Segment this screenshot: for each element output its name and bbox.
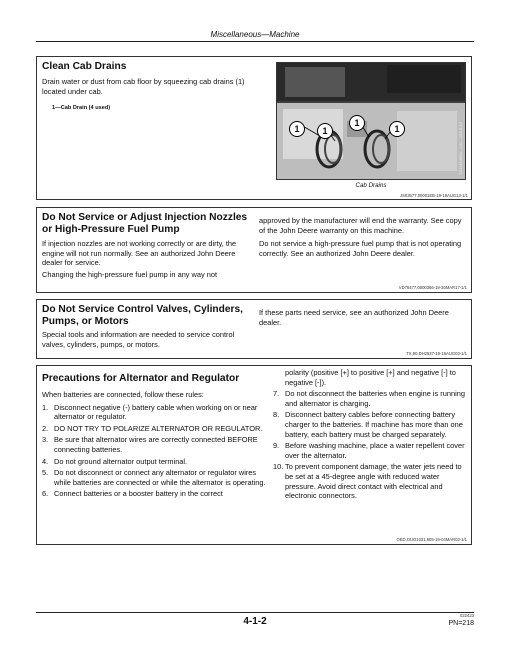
list-item: [42, 468, 268, 487]
item-text: Before washing machine, place a water repellent cover over the alternator.: [285, 441, 465, 460]
section-footer-code: TX,90,DH2537-19-15AUG03-1/1: [406, 351, 467, 356]
list-item: [42, 457, 268, 467]
section-footer-code: VD76477,0000366-19-30MAR17-1/1: [398, 285, 467, 290]
item-text: Do not disconnect or connect any alternator or regulator wires while batteries are connected or while the alternator is operating.: [54, 468, 266, 487]
callout-1-b: 1: [317, 123, 333, 139]
item-number: 7.: [273, 389, 280, 399]
alternator-left-column: [42, 390, 268, 501]
photo-code: TX1149495A—UN—13JUL13: [458, 122, 463, 175]
clean-cab-footer-code: JS03577,00001EB-19-19AUG13-1/1: [400, 193, 468, 198]
section-title: Do Not Service Control Valves, Cylinders, Pumps, or Motors: [42, 304, 243, 327]
section-body-right: If these parts need service, see an authorized John Deere dealer.: [259, 308, 449, 327]
section-body-left-1: If injection nozzles are not working correctly or are dirty, the engine will not run normally. See an authorized John Deere dealer for service.: [42, 239, 237, 268]
section-body-left-2: Changing the high-pressure fuel pump in any way not: [42, 270, 218, 279]
item-text: DO NOT TRY TO POLARIZE ALTERNATOR OR REGULATOR.: [54, 423, 263, 433]
cab-drains-photo: [276, 62, 466, 180]
item-number: 8.: [273, 410, 280, 420]
item-number: 4.: [42, 456, 49, 466]
alternator-list-right: [273, 389, 469, 501]
section-body-right-1: approved by the manufacturer will end the warranty. See copy of the John Deere warranty on this machine.: [259, 216, 462, 235]
alternator-right-continuation: polarity (positive [+] to positive [+] and negative [-] to negative [-]).: [285, 368, 456, 387]
item-number: 10.: [273, 462, 284, 472]
item-text: Be sure that alternator wires are correctly connected BEFORE connecting batteries.: [54, 435, 258, 454]
item-number: 2.: [42, 423, 49, 433]
item-number: 1.: [42, 402, 49, 412]
cab-drains-illustration: [277, 63, 466, 180]
item-text: To prevent component damage, the water jets need to be set at a 45-degree angle with reduced water pressure. Avoid direct contact with electrical and electronic connectors.: [285, 462, 462, 501]
list-item: [42, 435, 268, 454]
list-item: [273, 441, 469, 460]
callout-1-a: 1: [289, 121, 305, 137]
item-number: 5.: [42, 468, 49, 478]
section-title: Clean Cab Drains: [42, 61, 127, 72]
item-number: 6.: [42, 489, 49, 499]
item-text: Do not ground alternator output terminal.: [54, 456, 188, 466]
section-body: Drain water or dust from cab floor by squeezing cab drains (1) located under cab.: [42, 77, 245, 96]
alternator-list-left: [42, 403, 268, 499]
list-item: [42, 424, 268, 434]
footer-divider: [36, 612, 474, 613]
pn-number: PN=218: [448, 620, 474, 627]
item-number: 9.: [273, 441, 280, 451]
section-control-valves: [36, 299, 472, 359]
callout-1-c: 1: [349, 115, 365, 131]
list-item: [273, 410, 469, 439]
section-footer-code: OED,OUO1031,605-19-04MAR03-1/1: [396, 537, 467, 542]
section-body-left: Special tools and information are needed to service control valves, cylinders, pumps, or motors.: [42, 330, 235, 349]
section-body-right-2: Do not service a high-pressure fuel pump that is not operating correctly. See an authorized John Deere dealer.: [259, 239, 462, 258]
page-number: 4-1-2: [243, 616, 267, 627]
figure-legend: 1—Cab Drain (4 used): [52, 105, 111, 111]
section-title: Precautions for Alternator and Regulator: [42, 373, 240, 384]
item-text: Disconnect negative (-) battery cable when working on or near alternator or regulator.: [54, 402, 258, 422]
photo-caption: Cab Drains: [355, 182, 387, 189]
header-divider: [36, 41, 474, 42]
list-item: [273, 462, 469, 500]
item-number: 3.: [42, 435, 49, 445]
list-item: [273, 389, 469, 408]
item-text: Do not disconnect the batteries when engine is running and alternator is charging.: [285, 389, 465, 408]
section-injection-nozzles: [36, 207, 472, 293]
section-alternator: [36, 365, 472, 545]
item-text: Disconnect battery cables before connecting battery charger to the batteries. If machine has more than one battery, each battery must be charged separately.: [285, 410, 463, 439]
callout-1-d: 1: [389, 121, 405, 137]
item-text: Connect batteries or a booster battery in the correct: [54, 489, 223, 499]
page-header-title: Miscellaneous—Machine: [210, 30, 300, 39]
footer-small-code: 022423: [460, 613, 474, 618]
section-title: Do Not Service or Adjust Injection Nozzles or High-Pressure Fuel Pump: [42, 212, 248, 235]
alternator-intro: When batteries are connected, follow these rules:: [42, 390, 204, 399]
list-item: [42, 489, 268, 499]
list-item: [42, 403, 268, 422]
alternator-right-column: [273, 368, 469, 503]
